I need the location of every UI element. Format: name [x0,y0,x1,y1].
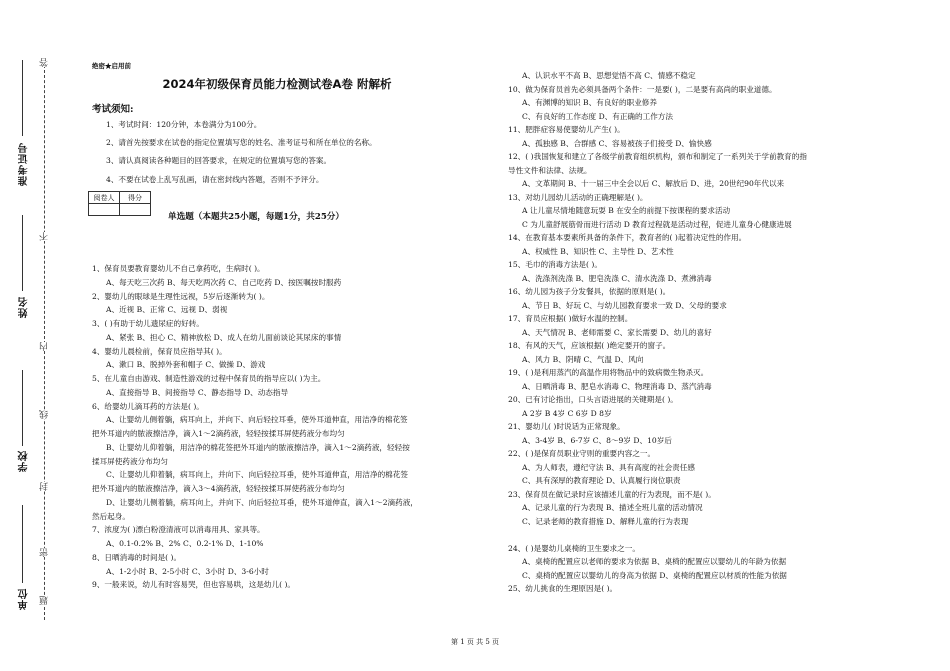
answer-options: C 为儿童舒展筋骨而进行活动 D 教育过程就是活动过程，促进儿童身心健康进展 [522,219,792,229]
answer-options: A、天气情况 B、老师需要 C、家长需要 D、幼儿的喜好 [522,327,712,337]
reviewer-header: 阅卷人 [89,192,120,204]
answer-options: A、认识水平不高 B、思想觉悟不高 C、情感不稳定 [522,71,696,80]
question-text: 14、在教育基本要素所具备的条件下，教育者的( )起着决定性的作用。 [508,233,747,242]
seal-line [44,60,45,620]
question-text: 19、( )是利用蒸汽的高温作用将物品中的致病微生物杀灭。 [508,368,709,377]
unit-label: 单位 [19,588,30,610]
notice-item: 1、考试时间：120分钟，本卷满分为100分。 [106,120,262,129]
answer-options: C、让婴幼儿仰着躺，病耳向上，并向下、向后轻拉耳垂，使外耳道伸直，用洁净的棉花签 [106,470,408,480]
admission-number-field[interactable] [22,60,23,136]
page-footer: 第 1 页 共 5 页 [450,638,500,646]
answer-options: A、有渊博的知识 B、有良好的职业修养 [522,98,657,107]
answer-options: B、让婴幼儿仰着躺，用洁净的棉花签把外耳道内的脓液擦洁净，滴入1～2滴药液，轻轻按 [106,442,410,452]
question-text: 21、婴幼儿( )时说话为正常现象。 [508,422,625,431]
page-title: 2024年初级保育员能力检测试卷A卷 附解析 [162,77,392,91]
binding-strip [0,0,62,671]
seal-mark: 封 [40,482,50,491]
answer-options: A、为人师表，遵纪守法 B、具有高度的社会责任感 [522,462,695,472]
seal-mark: 题 [40,596,50,605]
answer-options: A、权威性 B、知识性 C、主导性 D、艺术性 [522,246,674,256]
seal-mark: 内 [40,342,50,351]
question-text: 18、有风的天气，应该根据( )绝定要开的窗子。 [508,341,671,350]
answer-options: A、直接指导 B、间接指导 C、静态指导 D、动态指导 [106,387,289,397]
question-text: 2、婴幼儿的眼球是生理性远视，5岁后逐渐转为( )。 [92,291,270,301]
school-label: 学校 [19,450,30,472]
seal-mark: 密 [40,548,50,557]
answer-options: C、具有深厚的教育理论 D、认真履行岗位职责 [522,476,681,485]
answer-options: A、节日 B、好玩 C、与幼儿园教育要求一致 D、父母的要求 [522,300,727,310]
notice-heading: 考试须知: [92,104,134,115]
section-title: 单选题（本题共25小题，每题1分，共25分） [168,212,344,222]
question-text: 揉耳屏使药液分布均匀 [92,456,168,466]
answer-options: A、0.1-0.2% B、2% C、0.2-1% D、1-10% [106,539,264,548]
question-text: 11、肥胖症容易使婴幼儿产生( )。 [508,125,625,134]
answer-options: A、紧张 B、担心 C、精神放松 D、成人在幼儿面前谈论其尿床的事情 [106,332,342,342]
answer-options: D、让婴幼儿侧着躺，病耳向上，并向下、向后轻拉耳垂，使外耳道伸直，滴入1～2滴药液， [106,497,418,507]
question-text: 23、保育员在做记录时应该描述儿童的行为表现，而不是( )。 [508,489,716,499]
answer-options: A、漱口 B、脱掉外套和帽子 C、做操 D、游戏 [106,360,266,370]
question-text: 7、浓度为( )漂白粉澄清液可以消毒用具、家具等。 [92,525,265,535]
question-text: 12、( )我国恢复和建立了各级学前教育组织机构，颁布和制定了一系列关于学前教育的指 [508,152,807,161]
secret-mark: 绝密★启用前 [92,62,131,70]
question-text: 24、( )是婴幼儿桌椅的卫生要求之一。 [508,543,640,553]
school-field[interactable] [22,370,23,446]
answer-options: C、有良好的工作态度 D、有正确的工作方法 [522,111,673,121]
question-text: 10、做为保育员首先必须具备两个条件：一是要( )，二是要有高尚的职业道德。 [508,84,777,94]
question-text: 然后起身。 [92,511,130,521]
name-label: 姓名 [19,296,30,318]
notice-item: 3、请认真阅读各种题目的回答要求，在规定的位置填写您的答案。 [106,156,332,165]
answer-options: A、每天吃三次药 B、每天吃两次药 C、自己吃药 D、按医嘱按时服药 [106,277,342,287]
seal-mark: 线 [40,410,50,419]
answer-options: A、文革期间 B、十一届三中全会以后 C、解放后 D、进，20世纪90年代以来 [522,179,785,188]
answer-options: A、记录儿童的行为表现 B、描述全班儿童的活动情况 [522,503,703,512]
reviewer-cell[interactable] [89,204,120,216]
question-text: 20、已有讨论指出，口头言语进展的关键期是( )。 [508,395,678,404]
question-text: 8、日晒消毒的时间是( )。 [92,552,182,562]
notice-item: 2、请首先按要求在试卷的指定位置填写您的姓名、准考证号和所在单位的名称。 [106,138,377,147]
question-text: 17、育员应根据( )做好水温的控制。 [508,314,633,323]
answer-options: A、让婴幼儿侧着躺，病耳向上，并向下、向后轻拉耳垂，使外耳道伸直，用洁净的棉花签 [106,415,408,425]
question-text: 把外耳道内的脓液擦洁净，滴入3～4滴药液，轻轻按揉耳屏使药液分布均匀 [92,484,345,493]
answer-options: A、洗涤剂洗涤 B、肥皂洗涤 C、清水洗涤 D、煮沸消毒 [522,273,712,283]
answer-options: A、桌椅的配置应以老师的要求为依据 B、桌椅的配置应以婴幼儿的年龄为依据 [522,557,787,566]
question-text: 5、在儿童自由游戏、制造性游戏的过程中保育员的指导应以( )为主。 [92,374,326,383]
admission-number-label: 准考证号 [19,142,30,186]
seal-mark: 不 [40,232,50,241]
question-text: 9、一般来说，幼儿有时容易哭，但也容易哄，这是幼儿( )。 [92,580,296,590]
question-text: 3、( )有助于幼儿遗尿症的好转。 [92,319,204,328]
answer-options: A、1-2小时 B、2-5小时 C、3小时 D、3-6小时 [106,566,269,576]
unit-field[interactable] [22,505,23,583]
question-text: 16、幼儿园为孩子分发餐具，依据的原则是( )。 [508,287,671,296]
question-text: 13、对幼儿园幼儿活动的正确理解是( )。 [508,192,648,202]
score-cell[interactable] [120,204,151,216]
answer-options: C、记录老师的教育措施 D、解释儿童的行为表现 [522,516,689,526]
answer-options: A、孤独感 B、合群感 C、容易被孩子们接受 D、愉快感 [522,138,712,148]
score-table [88,191,151,216]
notice-item: 4、不要在试卷上乱写乱画，请在密封线内答题，否则不予评分。 [106,175,324,184]
question-text: 22、( )是保育员职业守则的重要内容之一。 [508,449,656,458]
question-text: 把外耳道内的脓液擦洁净，滴入1～2滴药液，轻轻按揉耳屏使药液分布均匀 [92,429,345,438]
seal-mark: 答 [40,58,50,67]
score-header: 得分 [120,192,151,204]
answer-options: A 让儿童尽情地随意玩耍 B 在安全的前提下按课程的要求活动 [522,206,731,215]
question-text: 4、婴幼儿晨检前，保育员应指导其( )。 [92,346,227,356]
answer-options: A、风力 B、阴晴 C、气温 D、风向 [522,354,644,364]
answer-options: A、3-4岁 B、6-7岁 C、8～9岁 D、10岁后 [522,435,672,445]
answer-options: A、日晒消毒 B、肥皂水消毒 C、物理消毒 D、蒸汽消毒 [522,381,712,391]
question-text: 6、给婴幼儿滴耳药的方法是( )。 [92,401,204,411]
answer-options: A 2岁 B 4岁 C 6岁 D 8岁 [522,408,612,418]
question-text: 导性文件和法律、法规。 [508,165,592,175]
question-text: 15、毛巾的消毒方法是( )。 [508,260,602,269]
question-text: 1、保育员要教育婴幼儿不自己拿药吃，生病时( )。 [92,264,265,273]
answer-options: C、桌椅的配置应以婴幼儿的身高为依据 D、桌椅的配置应以材质的性能为依据 [522,570,787,580]
question-text: 25、幼儿挑食的生理原因是( )。 [508,584,618,593]
answer-options: A、近视 B、正常 C、远视 D、弱视 [106,305,228,315]
name-field[interactable] [22,215,23,291]
